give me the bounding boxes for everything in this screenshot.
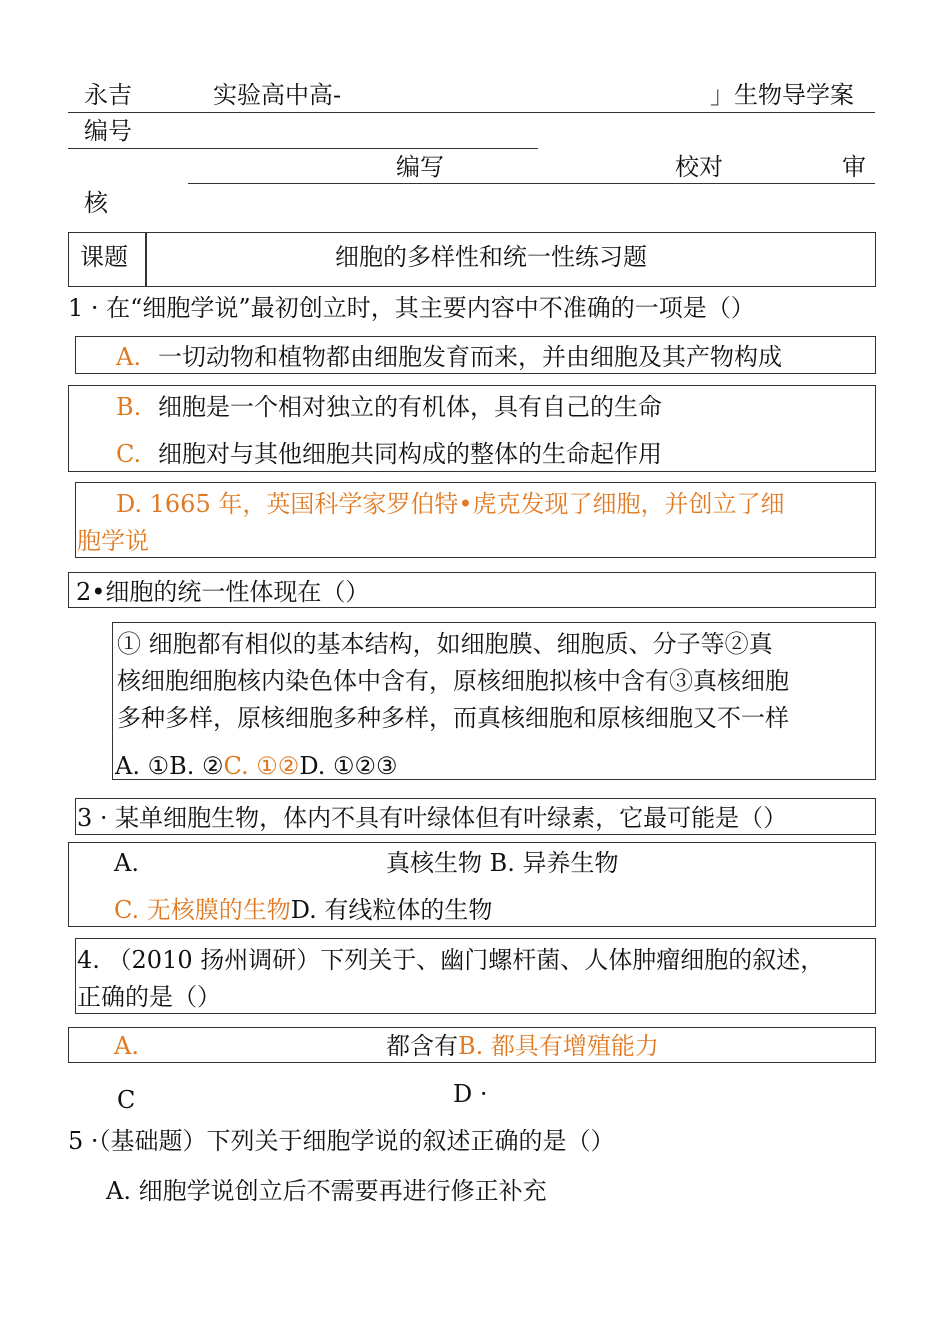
- writer-label: 编写: [396, 153, 444, 181]
- review-label-1: 审: [842, 153, 866, 181]
- school-left: 永吉: [84, 81, 132, 109]
- q2-option-d: D. ①②③: [299, 752, 398, 780]
- q2-line-2: 核细胞细胞核内染色体中含有，原核细胞拟核中含有③真核细胞: [117, 667, 789, 695]
- q1-b-letter: B.: [116, 393, 142, 421]
- q5-stem: 5 ·（基础题）下列关于细胞学说的叙述正确的是（）: [68, 1127, 615, 1155]
- topic-label: 课题: [80, 243, 128, 271]
- topic-title: 细胞的多样性和统一性练习题: [335, 243, 647, 271]
- q4-stem-1: 4. （2010 扬州调研）下列关于、幽门螺杆菌、人体肿瘤细胞的叙述，: [77, 946, 825, 974]
- q2-line-1: ① 细胞都有相似的基本结构，如细胞膜、细胞质、分子等②真: [117, 630, 773, 658]
- number-label: 编号: [84, 117, 132, 145]
- q4-c-letter: C: [117, 1086, 136, 1114]
- q2-options: [115, 751, 398, 781]
- q4-b-text: B. 都具有增殖能力: [458, 1032, 659, 1060]
- q4-ab-line: [386, 1031, 659, 1061]
- q4-d-letter: D ·: [453, 1080, 488, 1108]
- q3-ab-text: 真核生物 B. 异养生物: [386, 849, 619, 877]
- q1-d-text-1: D. 1665 年，英国科学家罗伯特•虎克发现了细胞，并创立了细: [116, 490, 785, 518]
- q4-a-letter: A.: [114, 1032, 139, 1060]
- review-label-2: 核: [84, 189, 108, 217]
- q3-c-text: C. 无核膜的生物: [114, 896, 291, 924]
- school-mid: 实验高中高-: [213, 81, 342, 109]
- header-rule-2: [68, 148, 538, 149]
- q4-stem-2: 正确的是（）: [77, 983, 221, 1011]
- q3-cd-line: [114, 895, 492, 925]
- q1-a-text: 一切动物和植物都由细胞发育而来，并由细胞及其产物构成: [158, 343, 782, 371]
- q3-a-letter: A.: [114, 849, 139, 877]
- header-rule-3: [188, 183, 875, 184]
- q5-a-text: A. 细胞学说创立后不需要再进行修正补充: [106, 1177, 547, 1205]
- q2-line-3: 多种多样，原核细胞多种多样，而真核细胞和原核细胞又不一样: [117, 704, 789, 732]
- subject-title: 」生物导学案: [710, 81, 854, 109]
- header-rule-1: [68, 112, 875, 113]
- q1-stem: 1 · 在“细胞学说”最初创立时，其主要内容中不准确的一项是（）: [68, 294, 755, 322]
- q1-d-text-2: 胞学说: [77, 527, 149, 555]
- q2-stem: 2•细胞的统一性体现在（）: [76, 578, 370, 606]
- proof-label: 校对: [675, 153, 723, 181]
- q4-a-text: 都含有: [386, 1032, 458, 1060]
- q3-stem: 3 · 某单细胞生物，体内不具有叶绿体但有叶绿素，它最可能是（）: [77, 804, 788, 832]
- q2-option-ab: A. ①B. ②: [115, 752, 224, 780]
- q1-a-letter: A.: [116, 343, 141, 371]
- q2-option-c: C. ①②: [223, 752, 300, 780]
- topic-divider: [145, 232, 147, 287]
- q1-b-text: 细胞是一个相对独立的有机体，具有自己的生命: [158, 393, 662, 421]
- q3-d-text: D. 有线粒体的生物: [290, 896, 493, 924]
- q1-c-letter: C.: [116, 440, 142, 468]
- q1-c-text: 细胞对与其他细胞共同构成的整体的生命起作用: [158, 440, 662, 468]
